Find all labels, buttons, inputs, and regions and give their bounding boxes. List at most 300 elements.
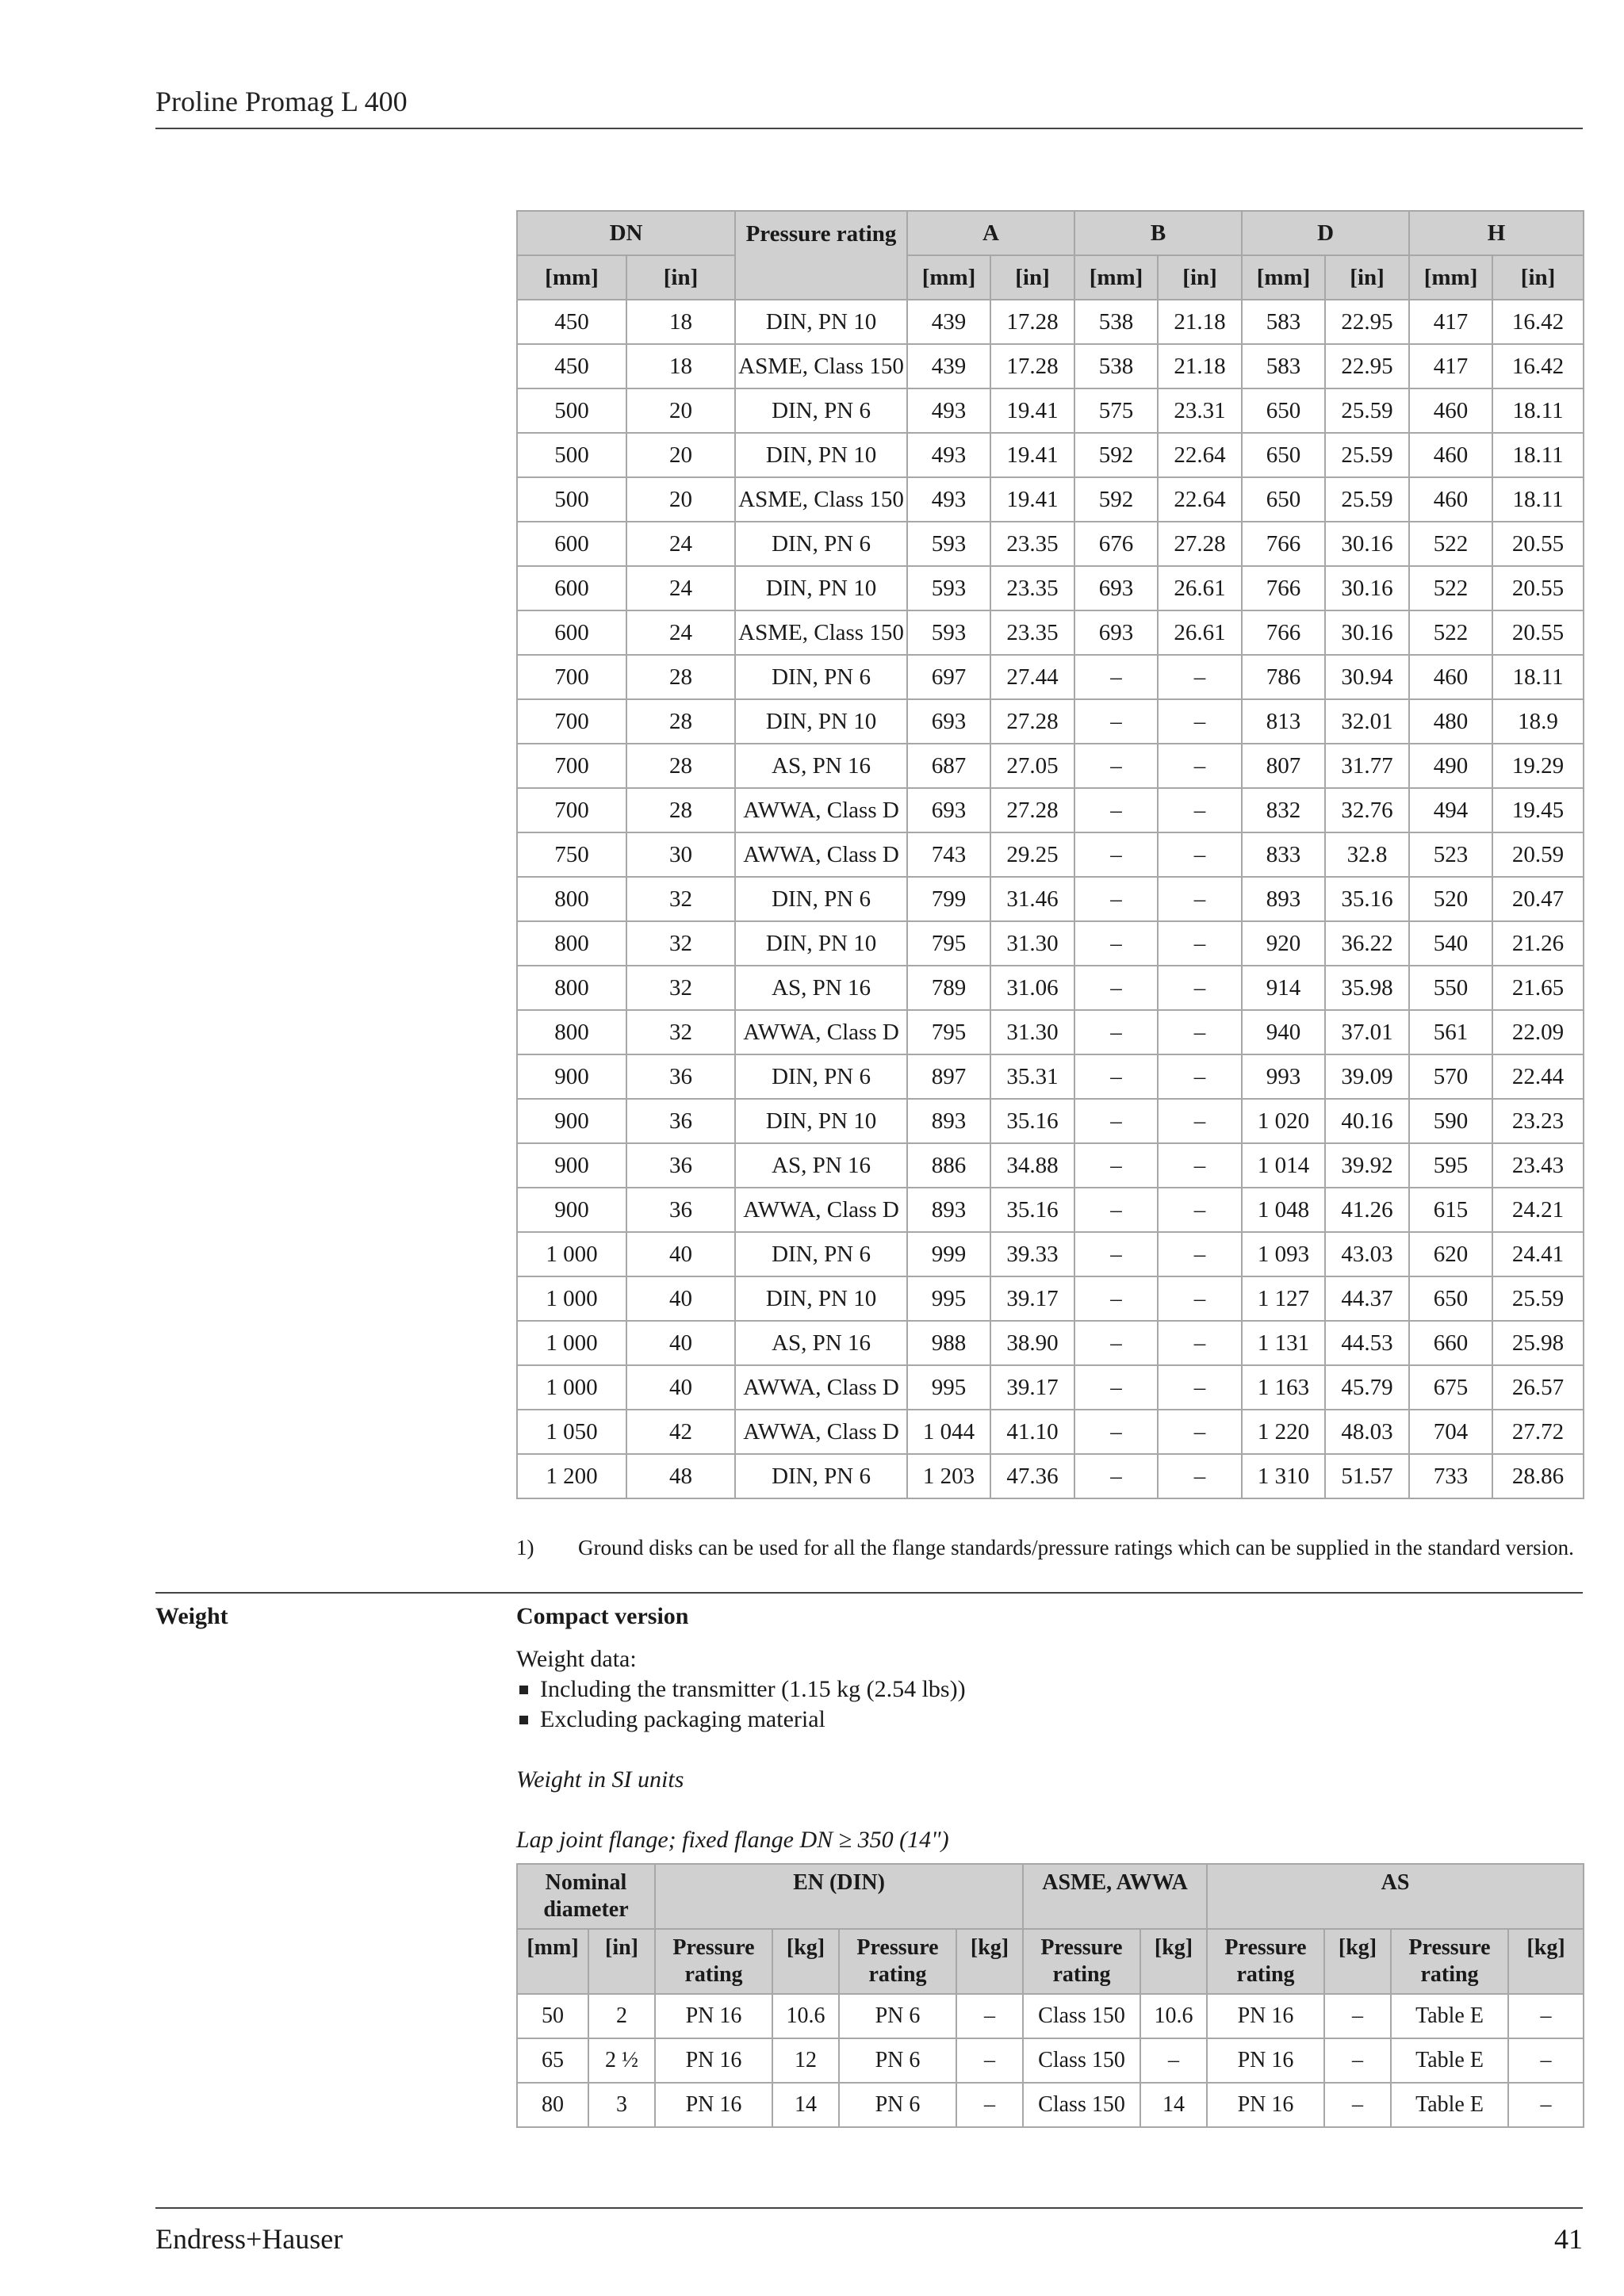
col-group-d: D — [1242, 211, 1409, 255]
weight-section-content — [516, 1600, 1583, 2128]
table-cell: 592 — [1074, 433, 1158, 477]
col-group-a: A — [907, 211, 1074, 255]
table-cell: 18.11 — [1492, 388, 1584, 433]
table-cell: 30 — [626, 832, 735, 877]
table-cell: DIN, PN 10 — [735, 1099, 907, 1143]
table-cell: 27.28 — [990, 788, 1074, 832]
table-cell: 592 — [1074, 477, 1158, 522]
table-cell: 17.28 — [990, 344, 1074, 388]
table-cell: 42 — [626, 1410, 735, 1454]
table-cell: – — [1158, 966, 1242, 1010]
table-row — [517, 300, 1584, 344]
table-cell: 32 — [626, 966, 735, 1010]
table-cell: DIN, PN 10 — [735, 566, 907, 610]
table-cell: 32 — [626, 1010, 735, 1054]
table-cell: 44.37 — [1325, 1276, 1409, 1321]
table-cell: 48.03 — [1325, 1410, 1409, 1454]
table-cell: 886 — [907, 1143, 990, 1188]
footer-rule — [155, 2207, 1583, 2209]
table-cell: 16.42 — [1492, 300, 1584, 344]
table-cell: – — [1074, 744, 1158, 788]
table-cell: 32.8 — [1325, 832, 1409, 877]
table-row — [517, 1410, 1584, 1454]
table-cell: – — [1074, 1410, 1158, 1454]
table-cell: 27.28 — [990, 699, 1074, 744]
table-cell: – — [1508, 2038, 1584, 2083]
table-cell: 893 — [1242, 877, 1325, 921]
table-cell: 460 — [1409, 388, 1492, 433]
table-cell: 660 — [1409, 1321, 1492, 1365]
table-cell: 41.26 — [1325, 1188, 1409, 1232]
table-cell: PN 16 — [655, 2038, 772, 2083]
table-cell: 20.55 — [1492, 610, 1584, 655]
table-cell: 36.22 — [1325, 921, 1409, 966]
table-cell: 19.41 — [990, 477, 1074, 522]
table-cell: – — [1158, 832, 1242, 877]
dimension-table — [516, 210, 1584, 1499]
table-row — [517, 1276, 1584, 1321]
table-row — [517, 1188, 1584, 1232]
table-row — [517, 1232, 1584, 1276]
table-cell: 833 — [1242, 832, 1325, 877]
table-cell: 28 — [626, 788, 735, 832]
table-row — [517, 522, 1584, 566]
table-cell: – — [1074, 966, 1158, 1010]
table-cell: 48 — [626, 1454, 735, 1498]
table-cell: 18.11 — [1492, 477, 1584, 522]
si-units-heading: Weight in SI units — [516, 1766, 684, 1793]
col-group-nominal-diameter: Nominal diameter — [517, 1864, 655, 1929]
dimension-table-body — [517, 300, 1584, 1498]
table-cell: 900 — [517, 1099, 626, 1143]
table-cell: 20.47 — [1492, 877, 1584, 921]
table-row — [517, 1454, 1584, 1498]
table-cell: 39.17 — [990, 1365, 1074, 1410]
table-cell: – — [1158, 1054, 1242, 1099]
table-cell: – — [1074, 1143, 1158, 1188]
unit-header: [mm] — [1409, 255, 1492, 300]
table-cell: 897 — [907, 1054, 990, 1099]
table-cell: DIN, PN 10 — [735, 699, 907, 744]
unit-header: [mm] — [517, 255, 626, 300]
table-cell: – — [1158, 1232, 1242, 1276]
table-cell: 693 — [1074, 610, 1158, 655]
table-cell: 22.95 — [1325, 300, 1409, 344]
table-row — [517, 2038, 1584, 2083]
table-cell: 25.98 — [1492, 1321, 1584, 1365]
table-row — [517, 832, 1584, 877]
dimension-table-group-header — [517, 211, 1584, 255]
table-cell: 687 — [907, 744, 990, 788]
table-cell: PN 6 — [839, 2083, 956, 2127]
table-cell: 65 — [517, 2038, 588, 2083]
table-cell: 995 — [907, 1276, 990, 1321]
table-cell: – — [1158, 1188, 1242, 1232]
table-cell: 32.76 — [1325, 788, 1409, 832]
weight-data-bullets — [516, 1674, 1583, 1735]
table-cell: 31.46 — [990, 877, 1074, 921]
table-cell: 1 131 — [1242, 1321, 1325, 1365]
table-cell: – — [1158, 1099, 1242, 1143]
table-cell: – — [1158, 1321, 1242, 1365]
table-cell: 21.18 — [1158, 344, 1242, 388]
table-cell: 766 — [1242, 566, 1325, 610]
table-cell: 45.79 — [1325, 1365, 1409, 1410]
table-cell: 14 — [772, 2083, 839, 2127]
table-cell: 31.30 — [990, 1010, 1074, 1054]
table-cell: 20.55 — [1492, 522, 1584, 566]
table-cell: 439 — [907, 344, 990, 388]
bullet-item: Including the transmitter (1.15 kg (2.54 lbs)) — [516, 1674, 1583, 1705]
table-cell: – — [1074, 1188, 1158, 1232]
table-cell: 18.11 — [1492, 655, 1584, 699]
table-cell: 500 — [517, 477, 626, 522]
col-pressure-rating: Pressure rating — [735, 211, 907, 300]
table-cell: 39.33 — [990, 1232, 1074, 1276]
subheader: Pressure rating — [1207, 1929, 1324, 1994]
col-group-h: H — [1409, 211, 1584, 255]
table-cell: 940 — [1242, 1010, 1325, 1054]
table-cell: 417 — [1409, 300, 1492, 344]
table-cell: 28 — [626, 699, 735, 744]
table-cell: 21.26 — [1492, 921, 1584, 966]
subheader: [kg] — [956, 1929, 1023, 1994]
table-cell: 32 — [626, 877, 735, 921]
table-cell: 18.11 — [1492, 433, 1584, 477]
table-cell: 1 093 — [1242, 1232, 1325, 1276]
table-cell: AS, PN 16 — [735, 966, 907, 1010]
table-cell: 733 — [1409, 1454, 1492, 1498]
table-cell: 31.77 — [1325, 744, 1409, 788]
table-cell: 28 — [626, 744, 735, 788]
table-cell: Class 150 — [1023, 1994, 1140, 2038]
weight-table-subheader — [517, 1929, 1584, 1994]
table-cell: 650 — [1409, 1276, 1492, 1321]
table-cell: – — [1324, 1994, 1391, 2038]
table-cell: 700 — [517, 655, 626, 699]
table-cell: 23.35 — [990, 566, 1074, 610]
table-cell: 38.90 — [990, 1321, 1074, 1365]
col-group-dn: DN — [517, 211, 735, 255]
subheader: [in] — [588, 1929, 655, 1994]
table-cell: DIN, PN 10 — [735, 1276, 907, 1321]
table-cell: 704 — [1409, 1410, 1492, 1454]
table-cell: 1 048 — [1242, 1188, 1325, 1232]
table-cell: 520 — [1409, 877, 1492, 921]
table-cell: 1 050 — [517, 1410, 626, 1454]
table-cell: 28.86 — [1492, 1454, 1584, 1498]
table-cell: 920 — [1242, 921, 1325, 966]
footnote-text: Ground disks can be used for all the flange standards/pressure ratings which can be supplied in the standard version. — [578, 1536, 1574, 1559]
page-header-title: Proline Promag L 400 — [155, 86, 408, 117]
table-cell: AS, PN 16 — [735, 744, 907, 788]
table-cell: DIN, PN 6 — [735, 1054, 907, 1099]
table-cell: – — [1158, 1365, 1242, 1410]
unit-header: [in] — [990, 255, 1074, 300]
table-cell: – — [1074, 921, 1158, 966]
table-row — [517, 1010, 1584, 1054]
subheader: [kg] — [772, 1929, 839, 1994]
table-row — [517, 2083, 1584, 2127]
table-cell: 41.10 — [990, 1410, 1074, 1454]
table-cell: 693 — [907, 788, 990, 832]
table-cell: 995 — [907, 1365, 990, 1410]
table-cell: 36 — [626, 1143, 735, 1188]
table-cell: 16.42 — [1492, 344, 1584, 388]
table-cell: – — [1324, 2083, 1391, 2127]
table-cell: 786 — [1242, 655, 1325, 699]
table-cell: 51.57 — [1325, 1454, 1409, 1498]
table-cell: – — [1158, 921, 1242, 966]
table-cell: 24 — [626, 566, 735, 610]
table-cell: 450 — [517, 344, 626, 388]
table-cell: 19.45 — [1492, 788, 1584, 832]
table-row — [517, 610, 1584, 655]
table-cell: 900 — [517, 1188, 626, 1232]
section-rule — [155, 1592, 1583, 1594]
table-cell: – — [1158, 1010, 1242, 1054]
table-cell: – — [956, 2038, 1023, 2083]
table-cell: 620 — [1409, 1232, 1492, 1276]
col-group-b: B — [1074, 211, 1242, 255]
table-cell: 600 — [517, 610, 626, 655]
table-cell: 23.43 — [1492, 1143, 1584, 1188]
table-cell: – — [1158, 744, 1242, 788]
table-cell: 14 — [1140, 2083, 1207, 2127]
table-cell: PN 6 — [839, 2038, 956, 2083]
table-cell: 900 — [517, 1143, 626, 1188]
bullet-item: Excluding packaging material — [516, 1705, 1583, 1735]
table-cell: 750 — [517, 832, 626, 877]
table-cell: 40.16 — [1325, 1099, 1409, 1143]
table-cell: 593 — [907, 610, 990, 655]
table-cell: 675 — [1409, 1365, 1492, 1410]
table-cell: 538 — [1074, 300, 1158, 344]
table-row — [517, 1365, 1584, 1410]
table-cell: 550 — [1409, 966, 1492, 1010]
unit-header: [mm] — [1242, 255, 1325, 300]
table-cell: 600 — [517, 566, 626, 610]
table-cell: 999 — [907, 1232, 990, 1276]
table-cell: 31.06 — [990, 966, 1074, 1010]
table-row — [517, 1321, 1584, 1365]
table-cell: – — [1074, 1099, 1158, 1143]
table-cell: 24.41 — [1492, 1232, 1584, 1276]
table-cell: 561 — [1409, 1010, 1492, 1054]
table-cell: 1 000 — [517, 1232, 626, 1276]
table-row — [517, 477, 1584, 522]
table-cell: 900 — [517, 1054, 626, 1099]
table-cell: – — [1074, 877, 1158, 921]
table-row — [517, 566, 1584, 610]
table-cell: 800 — [517, 966, 626, 1010]
table-cell: 25.59 — [1325, 477, 1409, 522]
table-row — [517, 921, 1584, 966]
table-cell: AS, PN 16 — [735, 1321, 907, 1365]
unit-header: [in] — [1325, 255, 1409, 300]
table-cell: 22.95 — [1325, 344, 1409, 388]
table-cell: 29.25 — [990, 832, 1074, 877]
table-cell: 22.64 — [1158, 477, 1242, 522]
table-cell: 1 000 — [517, 1321, 626, 1365]
table-cell: AWWA, Class D — [735, 1188, 907, 1232]
table-cell: DIN, PN 6 — [735, 877, 907, 921]
col-group-en-din: EN (DIN) — [655, 1864, 1023, 1929]
table-cell: 10.6 — [1140, 1994, 1207, 2038]
table-cell: 2 — [588, 1994, 655, 2038]
table-cell: 3 — [588, 2083, 655, 2127]
table-cell: 18 — [626, 344, 735, 388]
weight-table — [516, 1863, 1584, 2128]
table-row — [517, 1054, 1584, 1099]
table-cell: 676 — [1074, 522, 1158, 566]
table-cell: 43.03 — [1325, 1232, 1409, 1276]
table-cell: PN 16 — [1207, 1994, 1324, 2038]
subheader: [kg] — [1140, 1929, 1207, 1994]
table-cell: 20 — [626, 477, 735, 522]
table-row — [517, 433, 1584, 477]
table-cell: 540 — [1409, 921, 1492, 966]
table-cell: Table E — [1391, 1994, 1508, 2038]
table-cell: 650 — [1242, 388, 1325, 433]
table-cell: 30.94 — [1325, 655, 1409, 699]
table-cell: 590 — [1409, 1099, 1492, 1143]
table-cell: – — [1074, 699, 1158, 744]
table-cell: – — [1158, 1410, 1242, 1454]
table-cell: 22.09 — [1492, 1010, 1584, 1054]
table-cell: – — [1074, 832, 1158, 877]
table-cell: 40 — [626, 1321, 735, 1365]
table-cell: 20 — [626, 433, 735, 477]
table-cell: 18 — [626, 300, 735, 344]
table-cell: 26.61 — [1158, 566, 1242, 610]
table-cell: 700 — [517, 788, 626, 832]
col-group-as: AS — [1207, 1864, 1584, 1929]
table-cell: 19.29 — [1492, 744, 1584, 788]
table-cell: 697 — [907, 655, 990, 699]
table-cell: 23.23 — [1492, 1099, 1584, 1143]
table-row — [517, 344, 1584, 388]
table-cell: 460 — [1409, 655, 1492, 699]
table-cell: 32 — [626, 921, 735, 966]
table-footnote — [516, 1532, 1583, 1563]
table-cell: – — [1074, 1365, 1158, 1410]
table-cell: 800 — [517, 1010, 626, 1054]
table-cell: PN 16 — [655, 1994, 772, 2038]
table-cell: 24 — [626, 522, 735, 566]
table-cell: PN 16 — [655, 2083, 772, 2127]
table-row — [517, 388, 1584, 433]
table-cell: 36 — [626, 1188, 735, 1232]
table-row — [517, 655, 1584, 699]
table-row — [517, 1143, 1584, 1188]
table-cell: – — [956, 1994, 1023, 2038]
table-cell: 813 — [1242, 699, 1325, 744]
table-cell: 35.16 — [990, 1188, 1074, 1232]
table-cell: 30.16 — [1325, 566, 1409, 610]
table-cell: AWWA, Class D — [735, 788, 907, 832]
table-cell: – — [1158, 699, 1242, 744]
table-cell: 538 — [1074, 344, 1158, 388]
table-cell: – — [1158, 877, 1242, 921]
table-cell: 20.55 — [1492, 566, 1584, 610]
table-cell: 39.17 — [990, 1276, 1074, 1321]
table-cell: 650 — [1242, 433, 1325, 477]
table-row — [517, 1994, 1584, 2038]
table-cell: 522 — [1409, 610, 1492, 655]
table-cell: 439 — [907, 300, 990, 344]
table-cell: ASME, Class 150 — [735, 610, 907, 655]
table-cell: 22.44 — [1492, 1054, 1584, 1099]
table-cell: 460 — [1409, 477, 1492, 522]
table-cell: 490 — [1409, 744, 1492, 788]
table-cell: 1 310 — [1242, 1454, 1325, 1498]
table-cell: 25.59 — [1492, 1276, 1584, 1321]
table-cell: 417 — [1409, 344, 1492, 388]
table-cell: 500 — [517, 388, 626, 433]
table-cell: 37.01 — [1325, 1010, 1409, 1054]
footer-brand: Endress+Hauser — [155, 2223, 343, 2255]
compact-version-heading: Compact version — [516, 1603, 689, 1629]
table-cell: – — [1074, 1276, 1158, 1321]
weight-data-intro: Weight data: — [516, 1646, 637, 1672]
table-cell: 20 — [626, 388, 735, 433]
table-cell: PN 16 — [1207, 2038, 1324, 2083]
table-cell: – — [1158, 1276, 1242, 1321]
table-cell: 1 220 — [1242, 1410, 1325, 1454]
table-cell: 26.57 — [1492, 1365, 1584, 1410]
table-cell: 40 — [626, 1276, 735, 1321]
table-cell: 22.64 — [1158, 433, 1242, 477]
table-cell: 40 — [626, 1232, 735, 1276]
table-cell: AWWA, Class D — [735, 1010, 907, 1054]
section-label-weight: Weight — [155, 1603, 228, 1629]
table-cell: Class 150 — [1023, 2083, 1140, 2127]
table-cell: 460 — [1409, 433, 1492, 477]
table-cell: 1 200 — [517, 1454, 626, 1498]
table-cell: 47.36 — [990, 1454, 1074, 1498]
table-cell: 32.01 — [1325, 699, 1409, 744]
table-cell: 20.59 — [1492, 832, 1584, 877]
weight-table-group-header — [517, 1864, 1584, 1929]
table-cell: 593 — [907, 522, 990, 566]
subheader: [mm] — [517, 1929, 588, 1994]
table-cell: 10.6 — [772, 1994, 839, 2038]
header-rule — [155, 128, 1583, 129]
table-cell: 26.61 — [1158, 610, 1242, 655]
table-cell: – — [956, 2083, 1023, 2127]
table-cell: 39.92 — [1325, 1143, 1409, 1188]
unit-header: [mm] — [907, 255, 990, 300]
table-cell: 80 — [517, 2083, 588, 2127]
table-cell: 766 — [1242, 610, 1325, 655]
table-cell: 743 — [907, 832, 990, 877]
table-cell: 30.16 — [1325, 522, 1409, 566]
table-cell: 893 — [907, 1099, 990, 1143]
table-cell: 44.53 — [1325, 1321, 1409, 1365]
table-cell: 18.9 — [1492, 699, 1584, 744]
table-cell: DIN, PN 10 — [735, 300, 907, 344]
table-cell: 23.35 — [990, 522, 1074, 566]
table-cell: 993 — [1242, 1054, 1325, 1099]
table-cell: 575 — [1074, 388, 1158, 433]
table-cell: 1 203 — [907, 1454, 990, 1498]
table-cell: – — [1074, 1454, 1158, 1498]
table-cell: 795 — [907, 1010, 990, 1054]
table-cell: 595 — [1409, 1143, 1492, 1188]
table-cell: 23.31 — [1158, 388, 1242, 433]
table-cell: 583 — [1242, 344, 1325, 388]
